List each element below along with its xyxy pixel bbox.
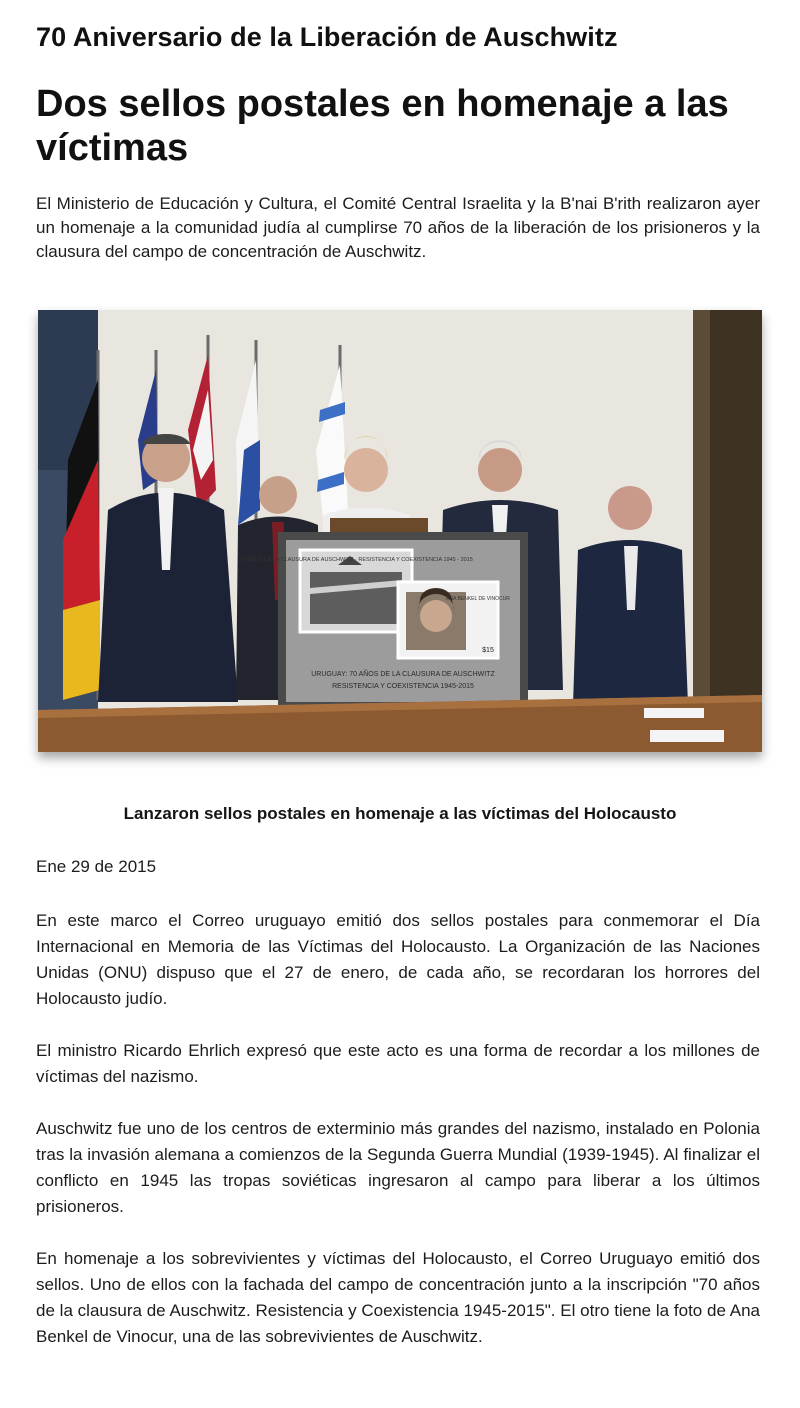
article-photo xyxy=(38,310,762,752)
svg-text:URUGUAY: 70 AÑOS DE LA CLAUSUR: URUGUAY: 70 AÑOS DE LA CLAUSURA DE AUSCHWITZ xyxy=(311,671,495,678)
brochures xyxy=(644,708,704,718)
stamp-frame xyxy=(239,532,528,710)
article-body xyxy=(36,908,760,1376)
svg-text:70 AÑOS DE LA CLAUSURA DE AUSC: 70 AÑOS DE LA CLAUSURA DE AUSCHWITZ · RESISTENCIA Y COEXISTENCIA 1945 - 2015 xyxy=(239,557,473,563)
paragraph: En este marco el Correo uruguayo emitió dos sellos postales para conmemorar el Día Internacional en Memoria de las Víctimas del Holocausto. La Organización de las Naciones Unidas (ONU) dispuso que el 27 de enero, de cada año, se recordaran los horrores del Holocausto judío. xyxy=(36,911,760,1008)
svg-text:$15: $15 xyxy=(482,647,494,654)
paragraph: El ministro Ricardo Ehrlich expresó que este acto es una forma de recordar a los millones de víctimas del nazismo. xyxy=(36,1041,760,1086)
article-headline: Dos sellos postales en homenaje a las víctimas xyxy=(36,83,729,169)
article-lead: El Ministerio de Educación y Cultura, el Comité Central Israelita y la B'nai B'rith realizaron ayer un homenaje a la comunidad judía al cumplirse 70 años de la liberación de los prisioneros y la clausura del campo de concentración de Auschwitz. xyxy=(36,194,760,261)
svg-text:RESISTENCIA Y COEXISTENCIA 194: RESISTENCIA Y COEXISTENCIA 1945-2015 xyxy=(332,683,474,690)
article-kicker: 70 Aniversario de la Liberación de Auschwitz xyxy=(36,22,618,52)
photo-caption: Lanzaron sellos postales en homenaje a las víctimas del Holocausto xyxy=(123,804,677,823)
paragraph: Auschwitz fue uno de los centros de exterminio más grandes del nazismo, instalado en Polonia tras la invasión alemana a comienzos de la Segunda Guerra Mundial (1939-1945). Al finalizar el conflicto en 1945 las tropas soviéticas ingresaron al campo para liberar a los últimos prisioneros. xyxy=(36,1119,760,1216)
photo-illustration xyxy=(38,310,762,752)
svg-text:ANA BENKEL DE VINOCUR: ANA BENKEL DE VINOCUR xyxy=(446,596,510,602)
article-date: Ene 29 de 2015 xyxy=(36,857,157,876)
paragraph: En homenaje a los sobrevivientes y víctimas del Holocausto, el Correo Uruguayo emitió dos sellos. Uno de ellos con la fachada del campo de concentración junto a la inscripción "70 años de la clausura de Auschwitz. Resistencia y Coexistencia 1945-2015". El otro tiene la foto de Ana Benkel de Vinocur, una de las sobrevivientes de Auschwitz. xyxy=(36,1249,760,1346)
